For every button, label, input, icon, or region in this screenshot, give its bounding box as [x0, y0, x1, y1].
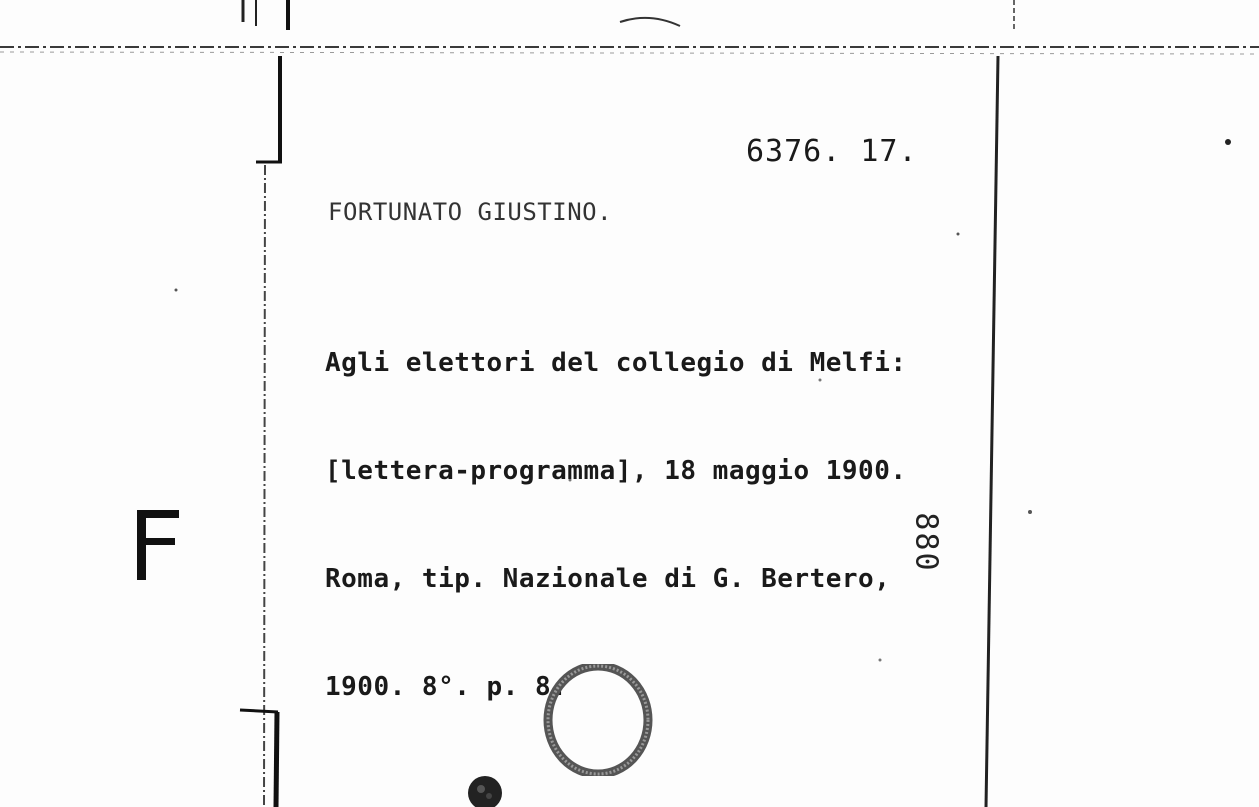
side-code: 880: [908, 512, 944, 573]
card-number: 6376. 17.: [746, 134, 918, 169]
drawer-letter-f: [133, 508, 181, 582]
ink-blot: [464, 772, 506, 807]
punch-hole-icon: [542, 664, 654, 776]
entry-line: Roma, tip. Nazionale di G. Bertero,: [325, 564, 891, 594]
entry-line: [lettera-programma], 18 maggio 1900.: [325, 456, 907, 486]
entry-line: 1900. 8°. p. 8.: [325, 672, 568, 702]
author-heading: FORTUNATO GIUSTINO.: [328, 198, 613, 226]
entry-line: Agli elettori del collegio di Melfi:: [325, 348, 907, 378]
